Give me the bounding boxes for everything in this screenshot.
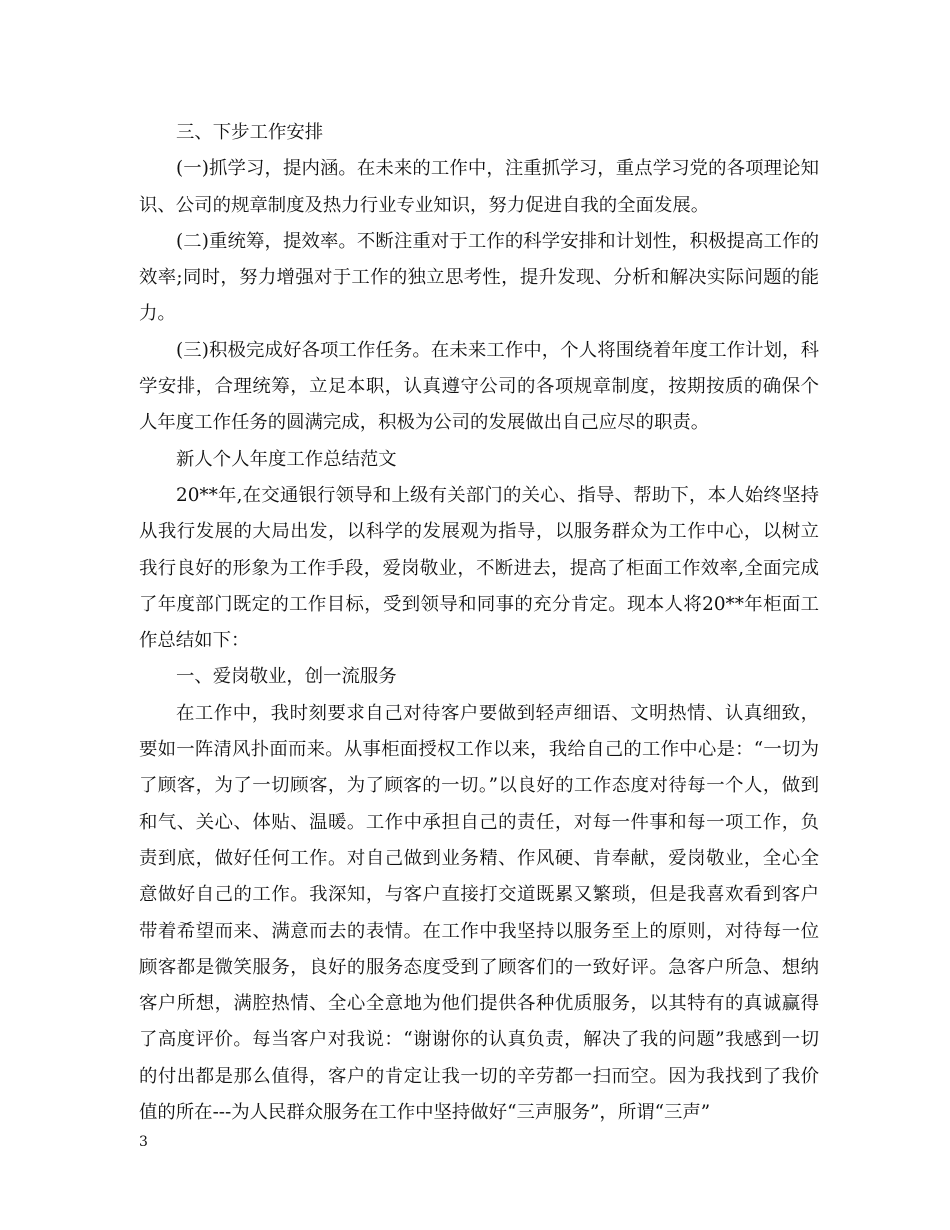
paragraph-intro: 20**年,在交通银行领导和上级有关部门的关心、指导、帮助下，本人始终坚持从我行发展的大局出发，以科学的发展观为指导，以服务群众为工作中心，以树立我行良好的形象为工作手段，爱岗敬业，不断进去，提高了柜面工作效率,全面完成了年度部门既定的工作目标，受到领导和同事的充分肯定。现本人将20**年柜面工作总结如下： — [139, 484, 819, 652]
paragraph-efficiency: (二)重统筹，提效率。不断注重对于工作的科学安排和计划性，积极提高工作的效率;同时，努力增强对于工作的独立思考性，提升发现、分析和解决实际问题的能力。 — [139, 230, 819, 325]
paragraph-study: (一)抓学习，提内涵。在未来的工作中，注重抓学习，重点学习党的各项理论知识、公司的规章制度及热力行业专业知识，努力促进自我的全面发展。 — [139, 158, 819, 216]
document-body — [139, 115, 819, 1131]
article-title: 新人个人年度工作总结范文 — [176, 448, 397, 470]
page-number: 3 — [139, 1134, 148, 1150]
section-heading-service: 一、爱岗敬业，创一流服务 — [176, 666, 397, 688]
section-heading-next-steps: 三、下步工作安排 — [176, 122, 324, 143]
paragraph-tasks: (三)积极完成好各项工作任务。在未来工作中，个人将围绕着年度工作计划，科学安排，合理统筹，立足本职，认真遵守公司的各项规章制度，按期按质的确保个人年度工作任务的圆满完成，积极为公司的发展做出自己应尽的职责。 — [139, 339, 819, 434]
paragraph-service: 在工作中，我时刻要求自己对待客户要做到轻声细语、文明热情、认真细致，要如一阵清风扑面而来。从事柜面授权工作以来，我给自己的工作中心是：“一切为了顾客，为了一切顾客，为了顾客的一切。”以良好的工作态度对待每一个人，做到和气、关心、体贴、温暖。工作中承担自己的责任，对每一件事和每一项工作，负责到底，做好任何工作。对自己做到业务精、作风硬、肯奉献，爱岗敬业，全心全意做好自己的工作。我深知，与客户直接打交道既累又繁琐，但是我喜欢看到客户带着希望而来、满意而去的表情。在工作中我坚持以服务至上的原则，对待每一位顾客都是微笑服务，良好的服务态度受到了顾客们的一致好评。急客户所急、想纳客户所想，满腔热情、全心全意地为他们提供各种优质服务，以其特有的真诚赢得了高度评价。每当客户对我说：“谢谢你的认真负责，解决了我的问题”我感到一切的付出都是那么值得，客户的肯定让我一切的辛劳都一扫而空。因为我找到了我价值的所在---为人民群众服务在工作中坚持做好“三声服务”，所谓“三声” — [139, 702, 819, 1124]
